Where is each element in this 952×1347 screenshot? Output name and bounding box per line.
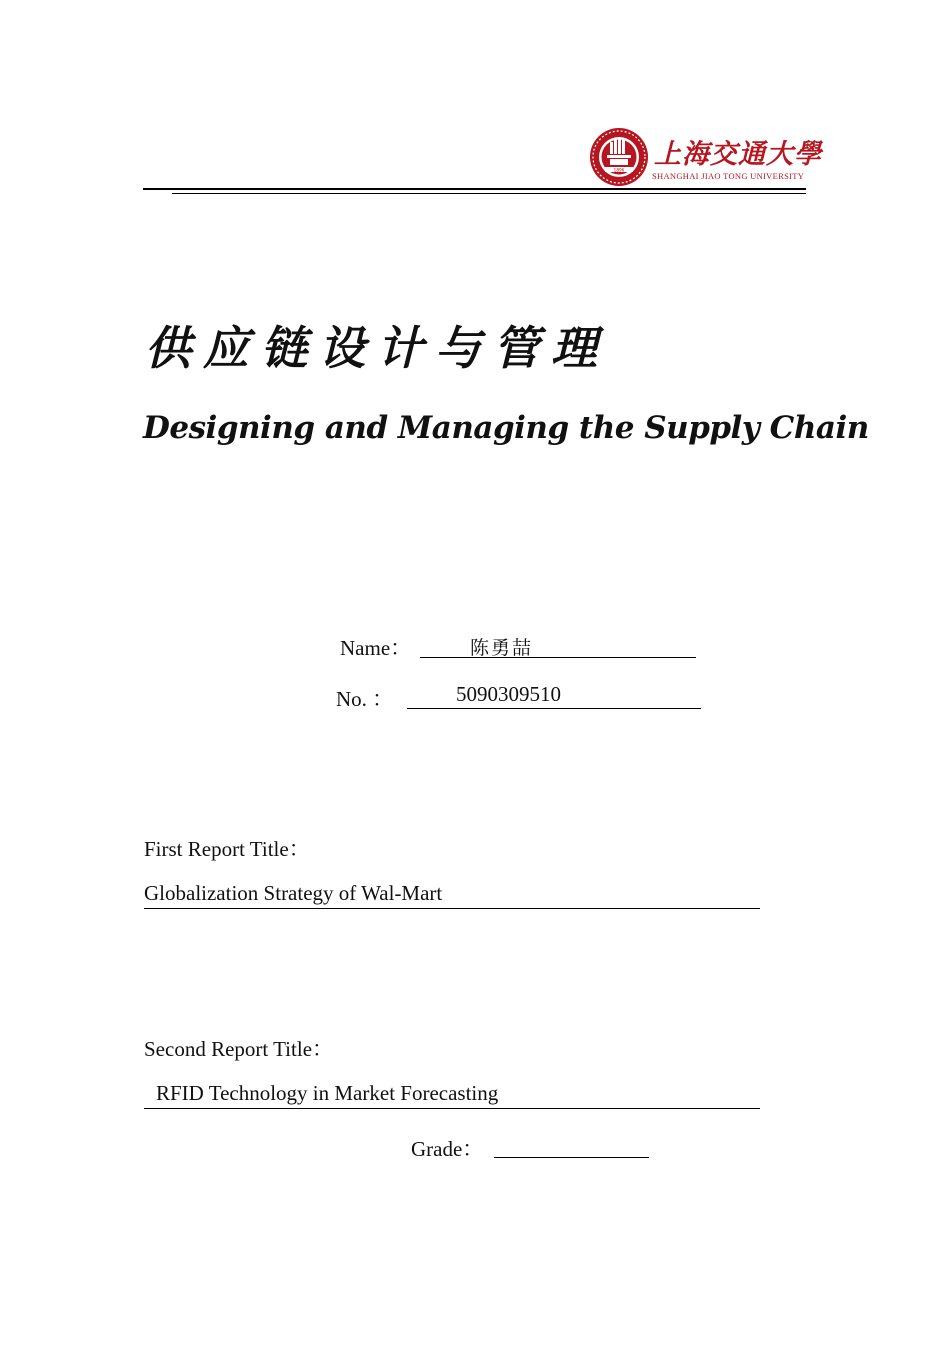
number-field [407,682,701,709]
university-seal-icon [588,126,650,188]
grade-label: Grade： [411,1137,484,1161]
university-logo [588,126,822,190]
number-label: No. ： [336,687,394,711]
second-report-value: RFID Technology in Market Forecasting [156,1081,499,1105]
svg-text:1896: 1896 [613,167,625,173]
name-value: 陈勇喆 [470,637,534,659]
logo-english-name: SHANGHAI JIAO TONG UNIVERSITY [652,171,805,181]
header-rule-thick [143,188,806,190]
name-field [420,631,696,658]
grade-field [494,1131,649,1158]
number-value: 5090309510 [456,682,561,706]
second-report-field [144,1081,760,1109]
first-report-field [144,881,760,909]
second-report-label: Second Report Title： [144,1037,334,1061]
first-report-label: First Report Title： [144,837,310,861]
first-report-value: Globalization Strategy of Wal-Mart [144,881,443,905]
course-title-english: Designing and Managing the Supply Chain [143,410,869,446]
header-rule-thin [172,193,806,194]
logo-chinese-name: 上海交通大學 [654,139,822,170]
course-title-chinese: 供应链设计与管理 [145,321,609,375]
name-label: Name： [340,636,412,660]
